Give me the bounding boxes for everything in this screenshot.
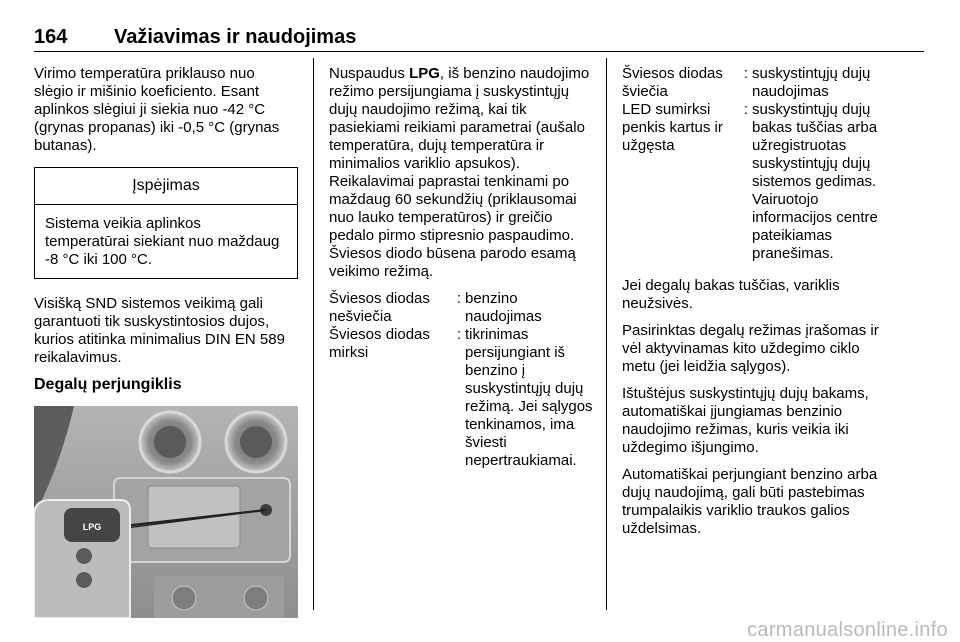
auto-switch-paragraph: Ištuštėjus suskystintųjų dujų bakams, automatiškai įjungiamas benzinio naudojimo režimas, kuris veikia iki uždegimo išjungimo. bbox=[622, 385, 869, 456]
delay-paragraph: Automatiškai perjungiant benzino arba dujų naudojimą, gali būti pastebimas trumpalaikis variklio traukos galios uždelsimas. bbox=[622, 466, 878, 537]
led-desc: tikrinimas persijungiant iš benzino į suskystintųjų dujų režimą. Jei sąlygos tenkinamos, ima šviesti nepertraukiamai. bbox=[465, 326, 593, 469]
led-term: Šviesos diodas mirksi bbox=[329, 326, 430, 361]
led-desc: suskystintųjų dujų bakas tuščias arba užregistruotas suskystintųjų dujų sistemos gedimas. Vairuotojo informacijos centre pateikiamas pranešimas. bbox=[752, 101, 878, 262]
led-separator: : bbox=[456, 326, 462, 343]
lpg-button-label: LPG bbox=[82, 522, 102, 532]
led-term: Šviesos diodas nešviečia bbox=[329, 290, 430, 325]
snd-paragraph: Visišką SND sistemos veikimą gali garantuoti tik suskystintosios dujos, kurios atitinka minimalius DIN EN 589 reikalavimus. bbox=[34, 295, 285, 366]
dashboard-photo bbox=[34, 406, 298, 618]
lpg-paragraph-start: Nuspaudus bbox=[329, 65, 410, 82]
led-separator: : bbox=[743, 65, 749, 82]
led-desc: benzino naudojimas bbox=[465, 290, 542, 325]
watermark: carmanualsonline.info bbox=[747, 619, 948, 641]
led-status-table bbox=[329, 290, 593, 470]
lpg-key: LPG bbox=[409, 65, 440, 82]
dashboard-illustration bbox=[34, 406, 298, 618]
warning-text: Sistema veikia aplinkos temperatūrai siekiant nuo maždaug -8 °C iki 100 °C. bbox=[45, 215, 280, 268]
empty-tank-paragraph: Jei degalų bakas tuščias, variklis neužsivės. bbox=[622, 277, 840, 312]
intro-paragraph: Virimo temperatūra priklauso nuo slėgio ir mišinio koeficiento. Esant aplinkos slėgiui ji siekia nuo -42 °C (grynas propanas) iki -0,5 °C (grynas butanas). bbox=[34, 65, 280, 154]
column-divider-2 bbox=[606, 58, 607, 610]
led-status-table-cont bbox=[622, 65, 892, 263]
column-3 bbox=[622, 65, 892, 547]
led-term: Šviesos diodas šviečia bbox=[622, 65, 723, 100]
led-separator: : bbox=[743, 101, 749, 118]
section-heading: Degalų perjungiklis bbox=[34, 376, 182, 393]
led-term: LED sumirksi penkis kartus ir užgęsta bbox=[622, 101, 723, 154]
column-1 bbox=[34, 65, 298, 618]
section-title: Važiavimas ir naudojimas bbox=[114, 26, 357, 48]
page-number: 164 bbox=[34, 26, 68, 48]
led-separator: : bbox=[456, 290, 462, 307]
header-rule bbox=[34, 51, 924, 52]
lpg-paragraph bbox=[329, 65, 593, 281]
column-2 bbox=[329, 65, 593, 470]
lpg-paragraph-rest: , iš benzino naudojimo režimo persijungiama į suskystintųjų dujų naudojimo režimą, kai tik pasiekiami reikiami parametrai (aušalo temperatūra, dujų temperatūra ir minimalios variklio apsukos). Reikalavimai paprastai tenkinami po maždaug 60 sekundžių (priklausomai nuo lauko temperatūros) ir greičio pedalo pirmo stipresnio paspaudimo. Šviesos diodo būsena parodo esamą veikimo režimą. bbox=[329, 65, 590, 280]
led-desc: suskystintųjų dujų naudojimas bbox=[752, 65, 871, 100]
warning-box bbox=[34, 167, 298, 279]
column-divider-1 bbox=[313, 58, 314, 610]
page-header bbox=[34, 26, 924, 50]
warning-title: Įspėjimas bbox=[35, 168, 297, 205]
mode-memory-paragraph: Pasirinktas degalų režimas įrašomas ir vėl aktyvinamas kito uždegimo ciklo metu (jei leidžia sąlygos). bbox=[622, 322, 879, 375]
